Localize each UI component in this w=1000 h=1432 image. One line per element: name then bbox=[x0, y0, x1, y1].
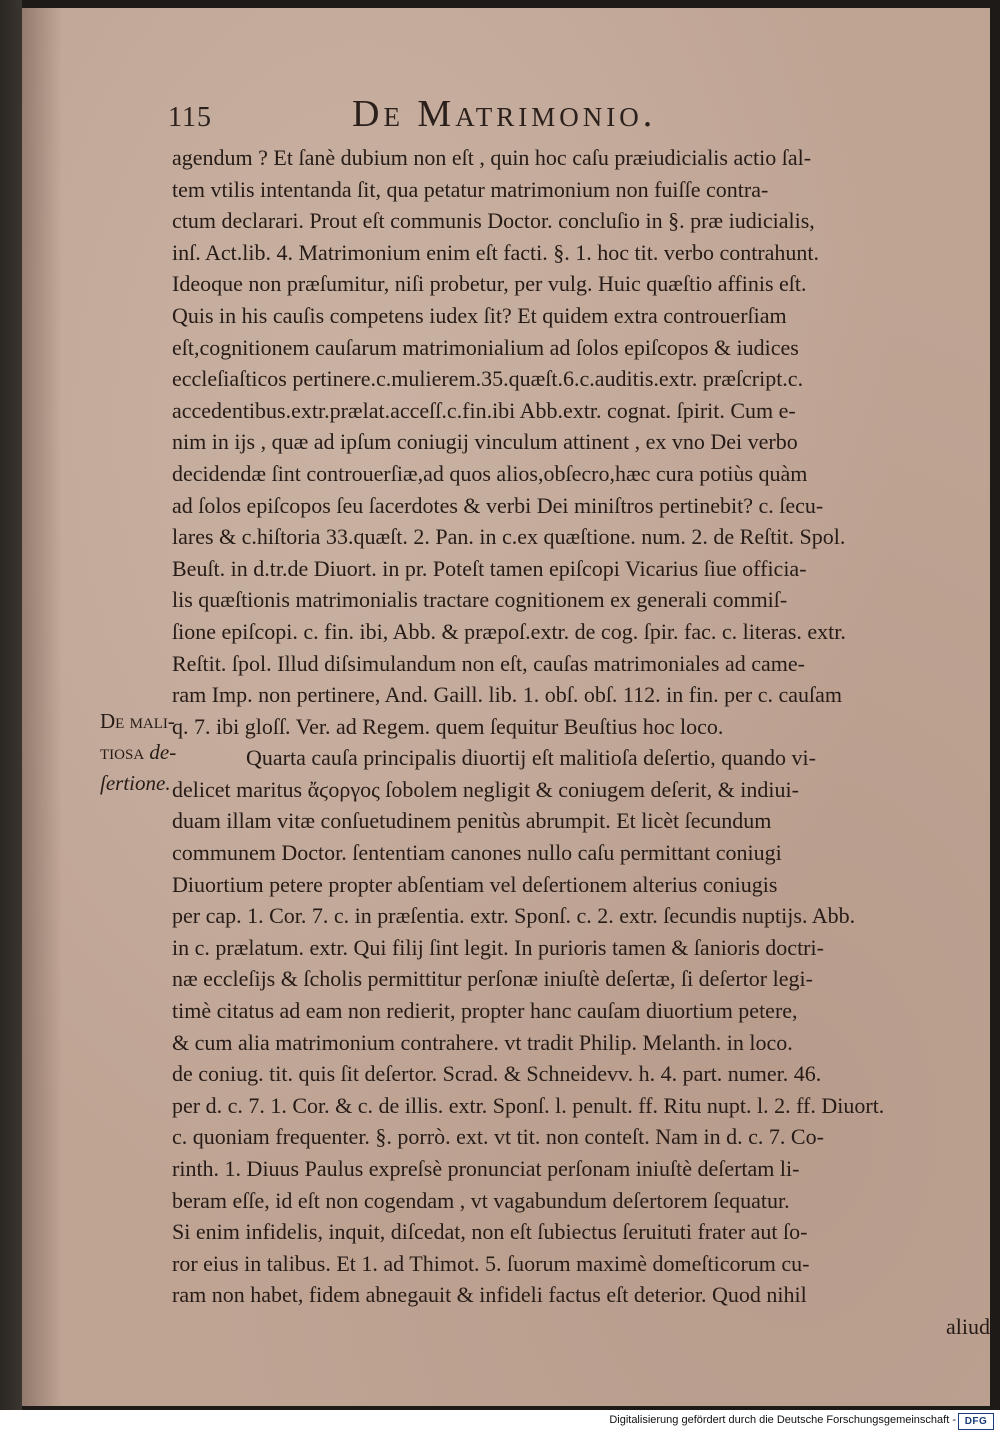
book-page bbox=[22, 8, 990, 1406]
text-line: lares & c.hiſtoria 33.quæſt. 2. Pan. in c.ex quæſtione. num. 2. de Reſtit. Spol. bbox=[172, 524, 846, 550]
running-head bbox=[22, 88, 990, 138]
text-line: ram Imp. non pertinere, And. Gaill. lib. 1. obſ. obſ. 112. in fin. per c. cauſam bbox=[172, 682, 843, 708]
text-line: delicet maritus ἄϛοργος ſobolem negligit & coniugem deſerit, & indiui- bbox=[172, 776, 799, 802]
text-line: in c. prælatum. extr. Qui filij ſint legit. In purioris tamen & ſanioris doctri- bbox=[172, 934, 824, 960]
footer-bar bbox=[0, 1410, 1000, 1432]
text-line: Beuſt. in d.tr.de Diuort. in pr. Poteſt tamen epiſcopi Vicarius ſiue officia- bbox=[172, 555, 807, 581]
funding-credit: Digitalisierung gefördert durch die Deutsche Forschungsgemeinschaft - bbox=[609, 1414, 956, 1426]
text-line: c. quoniam frequenter. §. porrò. ext. vt tit. non conteſt. Nam in d. c. 7. Co- bbox=[172, 1124, 824, 1150]
text-line: lis quæſtionis matrimonialis tractare cognitionem ex generali commiſ- bbox=[172, 587, 788, 613]
text-line: beram eſſe, id eſt non cogendam , vt vagabundum deſertorem ſequatur. bbox=[172, 1187, 790, 1213]
text-line: næ eccleſijs & ſcholis permittitur perſonæ iniuſtè deſertæ, ſi deſertor legi- bbox=[172, 966, 813, 992]
text-line: ram non habet, fidem abnegauit & infideli factus eſt deterior. Quod nihil bbox=[172, 1282, 807, 1308]
text-line: & cum alia matrimonium contrahere. vt tradit Philip. Melanth. in loco. bbox=[172, 1029, 793, 1055]
text-line: rinth. 1. Diuus Paulus expreſsè pronunciat perſonam iniuſtè deſertam li- bbox=[172, 1156, 800, 1181]
dfg-logo: DFG bbox=[958, 1413, 994, 1430]
text-line: timè citatus ad eam non redierit, propter hanc cauſam diuortium petere, bbox=[172, 998, 798, 1024]
text-line: tem vtilis intentanda ſit, qua petatur matrimonium non fuiſſe contra- bbox=[172, 176, 769, 202]
text-line: agendum ? Et ſanè dubium non eſt , quin hoc caſu præiudicialis actio ſal- bbox=[172, 145, 812, 170]
margin-note-word: ſertione. bbox=[100, 771, 171, 795]
text-line: Ideoque non præſumitur, niſi probetur, per vulg. Huic quæſtio affinis eſt. bbox=[172, 271, 807, 297]
text-line: ad ſolos epiſcopos ſeu ſacerdotes & verbi Dei miniſtros pertinebit? c. ſecu- bbox=[172, 492, 824, 518]
text-line: Si enim infidelis, inquit, diſcedat, non eſt ſubiectus ſeruituti frater aut ſo- bbox=[172, 1219, 808, 1245]
body-text bbox=[172, 142, 990, 1343]
running-title: De Matrimonio. bbox=[352, 93, 657, 135]
text-line: per cap. 1. Cor. 7. c. in præſentia. extr. Sponſ. c. 2. extr. ſecundis nuptijs. Abb. bbox=[172, 903, 856, 929]
text-line: Quis in his cauſis competens iudex ſit? Et quidem extra controuerſiam bbox=[172, 302, 787, 328]
text-line: q. 7. ibi gloſſ. Ver. ad Regem. quem ſequitur Beuſtius hoc loco. bbox=[172, 713, 724, 739]
scan-edge bbox=[0, 0, 22, 1410]
text-line: Reſtit. ſpol. Illud diſsimulandum non eſt, cauſas matrimoniales ad came- bbox=[172, 650, 805, 676]
text-line: ctum declarari. Prout eſt communis Doctor. concluſio in §. præ iudicialis, bbox=[172, 208, 815, 234]
catchword: aliud bbox=[946, 1313, 990, 1339]
text-line: eſt,cognitionem cauſarum matrimonialium ad ſolos epiſcopos & iudices bbox=[172, 334, 799, 360]
margin-note-line: De mali- bbox=[100, 709, 175, 733]
text-line: Quarta cauſa principalis diuortij eſt malitioſa deſertio, quando vi- bbox=[246, 745, 816, 771]
margin-note-word: tiosa bbox=[100, 740, 145, 764]
text-line: decidendæ ſint controuerſiæ,ad quos alios,obſecro,hæc cura potiùs quàm bbox=[172, 460, 808, 486]
text-line: inſ. Act.lib. 4. Matrimonium enim eſt facti. §. 1. hoc tit. verbo contrahunt. bbox=[172, 239, 820, 265]
page-number: 115 bbox=[168, 102, 212, 133]
text-line: de coniug. tit. quis ſit deſertor. Scrad. & Schneidevv. h. 4. part. numer. 46. bbox=[172, 1061, 822, 1087]
text-line: ror eius in talibus. Et 1. ad Thimot. 5. ſuorum maximè domeſticorum cu- bbox=[172, 1250, 810, 1276]
text-line: ſione epiſcopi. c. fin. ibi, Abb. & præpoſ.extr. de cog. ſpir. fac. c. literas. extr. bbox=[172, 618, 846, 644]
text-line: nim in ijs , quæ ad ipſum coniugij vinculum attinent , ex vno Dei verbo bbox=[172, 429, 798, 455]
text-line: accedentibus.extr.prælat.acceſſ.c.fin.ibi Abb.extr. cognat. ſpirit. Cum e- bbox=[172, 397, 796, 423]
text-line: communem Doctor. ſententiam canones nullo caſu permittant coniugi bbox=[172, 840, 782, 866]
margin-note-word: de- bbox=[149, 740, 177, 764]
gutter-shadow bbox=[22, 8, 62, 1406]
text-line: per d. c. 7. 1. Cor. & c. de illis. extr. Sponſ. l. penult. ff. Ritu nupt. l. 2. ff. Diuort. bbox=[172, 1092, 885, 1118]
text-line: eccleſiaſticos pertinere.c.mulierem.35.quæſt.6.c.auditis.extr. præſcript.c. bbox=[172, 366, 804, 392]
text-line: duam illam vitæ conſuetudinem penitùs abrumpit. Et licèt ſecundum bbox=[172, 808, 772, 834]
text-line: Diuortium petere propter abſentiam vel deſertionem alterius coniugis bbox=[172, 871, 778, 897]
